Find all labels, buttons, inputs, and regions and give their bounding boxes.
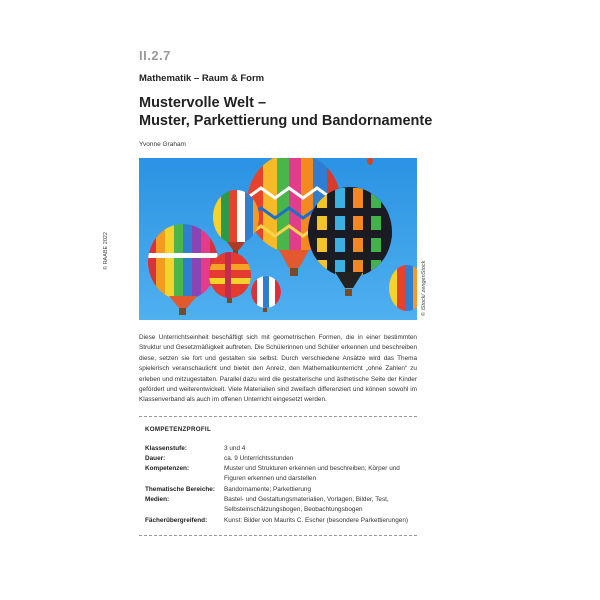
- profile-value: 3 und 4: [224, 445, 246, 452]
- profile-value: ca. 9 Unterrichtsstunden: [224, 455, 294, 462]
- page-title: [139, 94, 432, 130]
- profile-value: Bastel- und Gestaltungsmaterialien, Vorlagen, Bilder, Test, Selbsteinschätzungsbogen, Beobachtungsbogen: [224, 496, 389, 513]
- profile-label: Dauer:: [145, 455, 166, 462]
- photo-credit: © iStock/ zengenStock: [421, 260, 427, 316]
- subject-line: Mathematik – Raum & Form: [139, 73, 265, 84]
- profile-label: Thematische Bereiche:: [145, 486, 215, 493]
- copyright-credit: © RAABE 2022: [103, 232, 109, 270]
- profile-value: Muster und Strukturen erkennen und beschreiben; Körper und Figuren erkennen und darstellen: [224, 465, 400, 482]
- profile-label: Kompetenzen:: [145, 465, 190, 472]
- section-code: II.2.7: [139, 48, 171, 63]
- author-name: Yvonne Graham: [139, 141, 186, 148]
- profile-label: Klassenstufe:: [145, 445, 187, 452]
- title-line-1: Mustervolle Welt –: [139, 95, 267, 111]
- profile-heading: KOMPETENZPROFIL: [145, 426, 212, 433]
- intro-paragraph: Diese Unterrichtseinheit beschäftigt sich mit geometrischen Formen, die in einer bestimmten Struktur und Gesetzmäßigkeit auftreten. Die Schülerinnen und Schüler erkennen und beschreiben diese, setzen sie fort und gestalten sie selbst. Durch verschiedene Ansätze wird das Thema spielerisch veranschaulicht und bietet den Anreiz, den Mathematikunterricht „ohne Zahlen“ zu erleben und mitzugestalten. Parallel dazu wird die gestalterische und ästhetische Seite der Kinder gefördert und weiterentwickelt. Viele Materialien sind zweifach differenziert und können sowohl im Klassenverband als auch im offenen Unterricht eingesetzt werden.: [139, 334, 417, 404]
- title-line-2: Muster, Parkettierung und Bandornamente: [139, 113, 433, 129]
- profile-value: Bandornamente; Parkettierung: [224, 486, 312, 493]
- competence-profile-box: [139, 416, 417, 536]
- profile-value: Kunst: Bilder von Maurits C. Escher (besondere Parkettierungen): [224, 517, 408, 524]
- profile-label: Fächerübergreifend:: [145, 517, 208, 524]
- hot-air-balloons-photo: [139, 158, 417, 320]
- profile-label: Medien:: [145, 496, 170, 503]
